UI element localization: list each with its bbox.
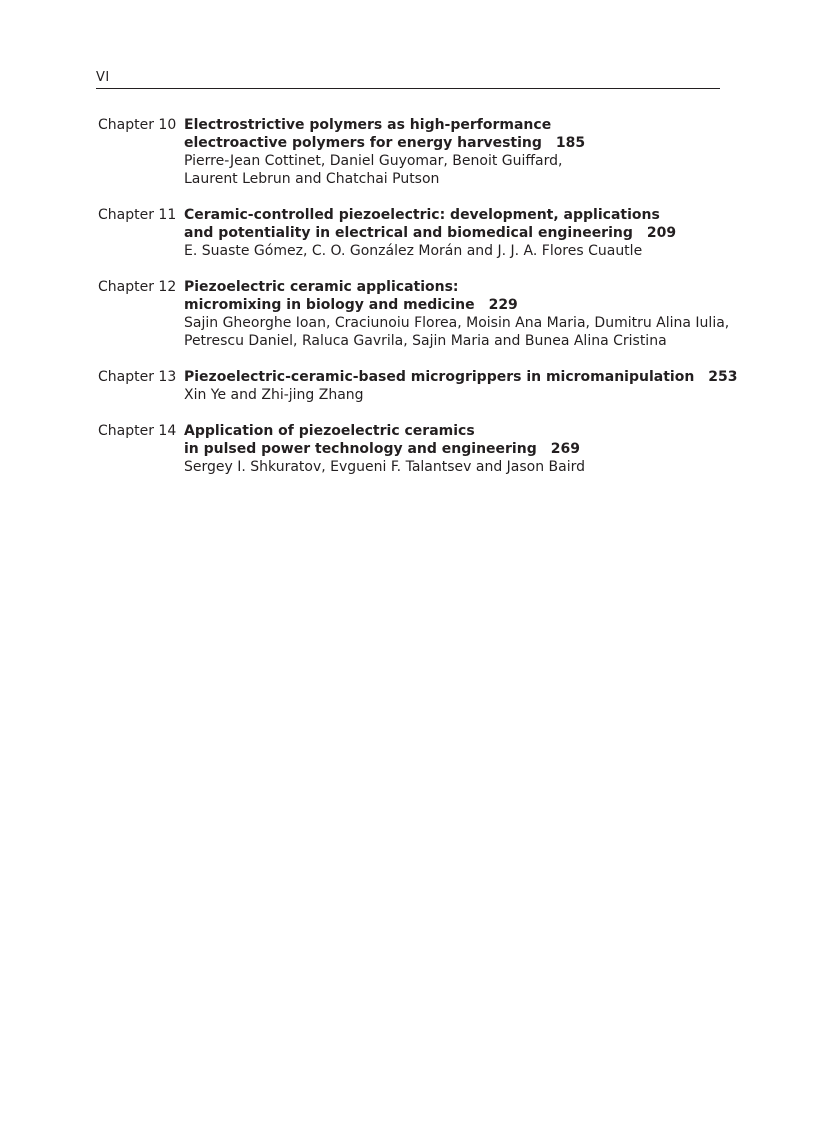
toc-entry-chapter-13[interactable] xyxy=(96,368,736,404)
chapter-authors-line: Xin Ye and Zhi-jing Zhang xyxy=(184,387,364,403)
chapter-title-text: micromixing in biology and medicine xyxy=(184,297,475,313)
page-reference: 229 xyxy=(488,297,518,313)
toc-entry-chapter-11[interactable] xyxy=(96,206,736,260)
chapter-title-text: Piezoelectric ceramic applications: xyxy=(184,279,459,295)
chapter-title-line xyxy=(184,206,736,224)
toc-entry-chapter-12[interactable] xyxy=(96,278,736,350)
chapter-title-line xyxy=(184,368,736,386)
chapter-title-text: Electrostrictive polymers as high-performance xyxy=(184,117,552,133)
chapter-label: Chapter 12 xyxy=(98,279,177,295)
chapter-title-text: in pulsed power technology and engineering xyxy=(184,441,537,457)
page-reference: 269 xyxy=(550,441,580,457)
chapter-authors-line: E. Suaste Gómez, C. O. González Morán and J. J. A. Flores Cuautle xyxy=(184,243,643,259)
chapter-title-text: Piezoelectric-ceramic-based microgrippers in micromanipulation xyxy=(184,369,695,385)
chapter-label: Chapter 11 xyxy=(98,207,177,223)
chapter-label: Chapter 14 xyxy=(98,423,177,439)
chapter-label: Chapter 13 xyxy=(98,369,177,385)
running-head xyxy=(96,70,720,89)
page-reference: 185 xyxy=(555,135,586,151)
chapter-authors-line: Sajin Gheorghe Ioan, Craciunoiu Florea, Moisin Ana Maria, Dumitru Alina Iulia, xyxy=(184,315,730,331)
chapter-title-text: and potentiality in electrical and biomedical engineering xyxy=(184,225,633,241)
chapter-authors-line: Laurent Lebrun and Chatchai Putson xyxy=(184,171,440,187)
chapter-title-text: electroactive polymers for energy harvesting xyxy=(184,135,542,151)
page-reference: 253 xyxy=(708,369,738,385)
toc-entry-chapter-10[interactable] xyxy=(96,116,736,188)
chapter-label: Chapter 10 xyxy=(98,117,177,133)
toc-entry-chapter-14[interactable] xyxy=(96,422,736,476)
chapter-authors-line: Petrescu Daniel, Raluca Gavrila, Sajin Maria and Bunea Alina Cristina xyxy=(184,333,667,349)
chapter-authors-line: Sergey I. Shkuratov, Evgueni F. Talantsev and Jason Baird xyxy=(184,459,586,475)
page-number: VI xyxy=(96,70,110,85)
chapter-authors-line: Pierre-Jean Cottinet, Daniel Guyomar, Benoit Guiffard, xyxy=(184,153,563,169)
chapter-title-line xyxy=(184,134,736,152)
chapter-title-line xyxy=(184,224,736,242)
chapter-title-line xyxy=(184,422,736,440)
chapter-title-line xyxy=(184,278,736,296)
chapter-title-line xyxy=(184,440,736,458)
chapter-title-text: Ceramic-controlled piezoelectric: development, applications xyxy=(184,207,660,223)
chapter-title-line xyxy=(184,296,736,314)
page-reference: 209 xyxy=(646,225,677,241)
chapter-title-text: Application of piezoelectric ceramics xyxy=(184,423,475,439)
table-of-contents xyxy=(96,116,736,476)
chapter-title-line xyxy=(184,116,736,134)
